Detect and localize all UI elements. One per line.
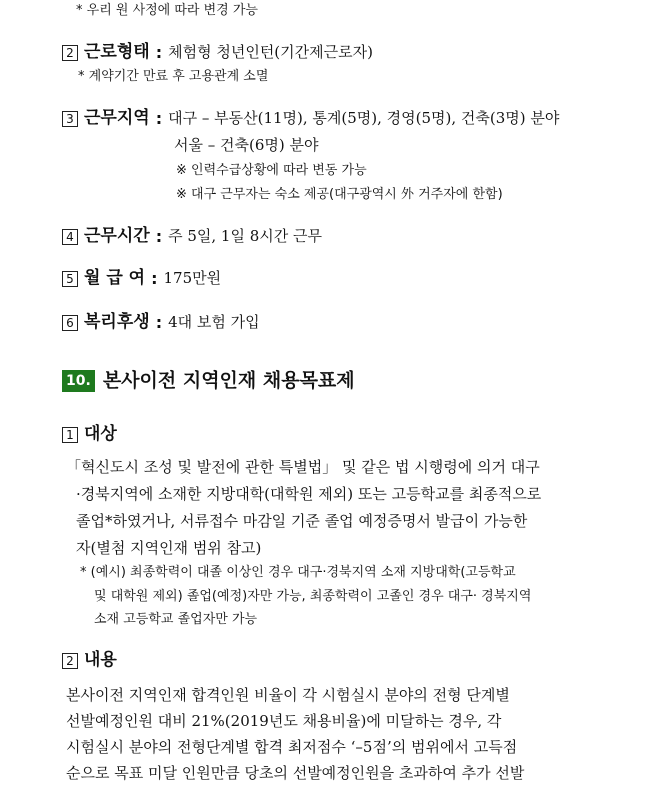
example-note: 소재 고등학교 졸업자만 가능 [94, 612, 258, 627]
item-number: 3 [62, 111, 78, 127]
body-line: 자(별첨 지역인재 범위 참고) [76, 539, 262, 557]
example-note: * (예시) 최종학력이 대졸 이상인 경우 대구·경북지역 소재 지방대학(고등학교 [80, 565, 516, 580]
item-value-line2: 서울 – 건축(6명) 분야 [174, 136, 319, 154]
item-note: ※ 인력수급상황에 따라 변동 가능 [176, 163, 367, 178]
item-value: 대구 – 부동산(11명), 통계(5명), 경영(5명), 건축(3명) 분야 [168, 109, 560, 127]
item-label: 근로형태 [84, 42, 150, 62]
item-work-hours: 4 근무시간 : 주 5일, 1일 8시간 근무 [62, 228, 322, 245]
subsection-content [62, 652, 117, 669]
item-note: ※ 대구 근무자는 숙소 제공(대구광역시 外 거주자에 한함) [176, 187, 503, 202]
body-line: ·경북지역에 소재한 지방대학(대학원 제외) 또는 고등학교를 최종적으로 [76, 485, 542, 503]
item-salary: 5 월 급 여 : 175만원 [62, 270, 221, 287]
item-number: 4 [62, 229, 78, 245]
item-work-location: 3 근무지역 : 대구 – 부동산(11명), 통계(5명), 경영(5명), 건축(3명) 분야 [62, 110, 559, 127]
subsection-title: 대상 [84, 424, 117, 444]
subsection-title: 내용 [84, 650, 117, 670]
body-line: 순으로 목표 미달 인원만큼 당초의 선발예정인원을 초과하여 추가 선발 [66, 764, 525, 782]
section-heading [62, 370, 355, 392]
item-value: 175만원 [163, 269, 222, 287]
body-line: 시험실시 분야의 전형단계별 합격 최저점수 ‘–5점’의 범위에서 고득점 [66, 738, 518, 756]
item-label: 복리후생 [84, 312, 150, 332]
item-number: 6 [62, 315, 78, 331]
body-line: 졸업*하였거나, 서류접수 마감일 기준 졸업 예정증명서 발급이 가능한 [76, 512, 528, 530]
item-label: 월 급 여 [84, 268, 146, 288]
section-number-badge: 10. [62, 370, 95, 392]
item-number: 1 [62, 427, 78, 443]
item-value: 주 5일, 1일 8시간 근무 [168, 227, 323, 245]
item-label: 근무지역 [84, 108, 150, 128]
body-line: 본사이전 지역인재 합격인원 비율이 각 시험실시 분야의 전형 단계별 [66, 686, 510, 704]
example-note: 및 대학원 제외) 졸업(예정)자만 가능, 최종학력이 고졸인 경우 대구· 경북지역 [94, 589, 532, 604]
item-number: 2 [62, 653, 78, 669]
item-number: 2 [62, 45, 78, 61]
item-value: 체험형 청년인턴(기간제근로자) [168, 43, 373, 61]
item-value: 4대 보험 가입 [168, 313, 260, 331]
item-employment-type: 2 근로형태 : 체험형 청년인턴(기간제근로자) [62, 44, 373, 61]
item-number: 5 [62, 271, 78, 287]
top-note: * 우리 원 사정에 따라 변경 가능 [76, 3, 258, 18]
section-title: 본사이전 지역인재 채용목표제 [102, 369, 355, 392]
body-line: 「혁신도시 조성 및 발전에 관한 특별법」 및 같은 법 시행령에 의거 대구 [66, 458, 540, 476]
item-label: 근무시간 [84, 226, 150, 246]
subsection-target [62, 426, 117, 443]
item-benefits: 6 복리후생 : 4대 보험 가입 [62, 314, 260, 331]
body-line: 선발예정인원 대비 21%(2019년도 채용비율)에 미달하는 경우, 각 [66, 712, 502, 730]
item-note: * 계약기간 만료 후 고용관계 소멸 [78, 69, 269, 84]
